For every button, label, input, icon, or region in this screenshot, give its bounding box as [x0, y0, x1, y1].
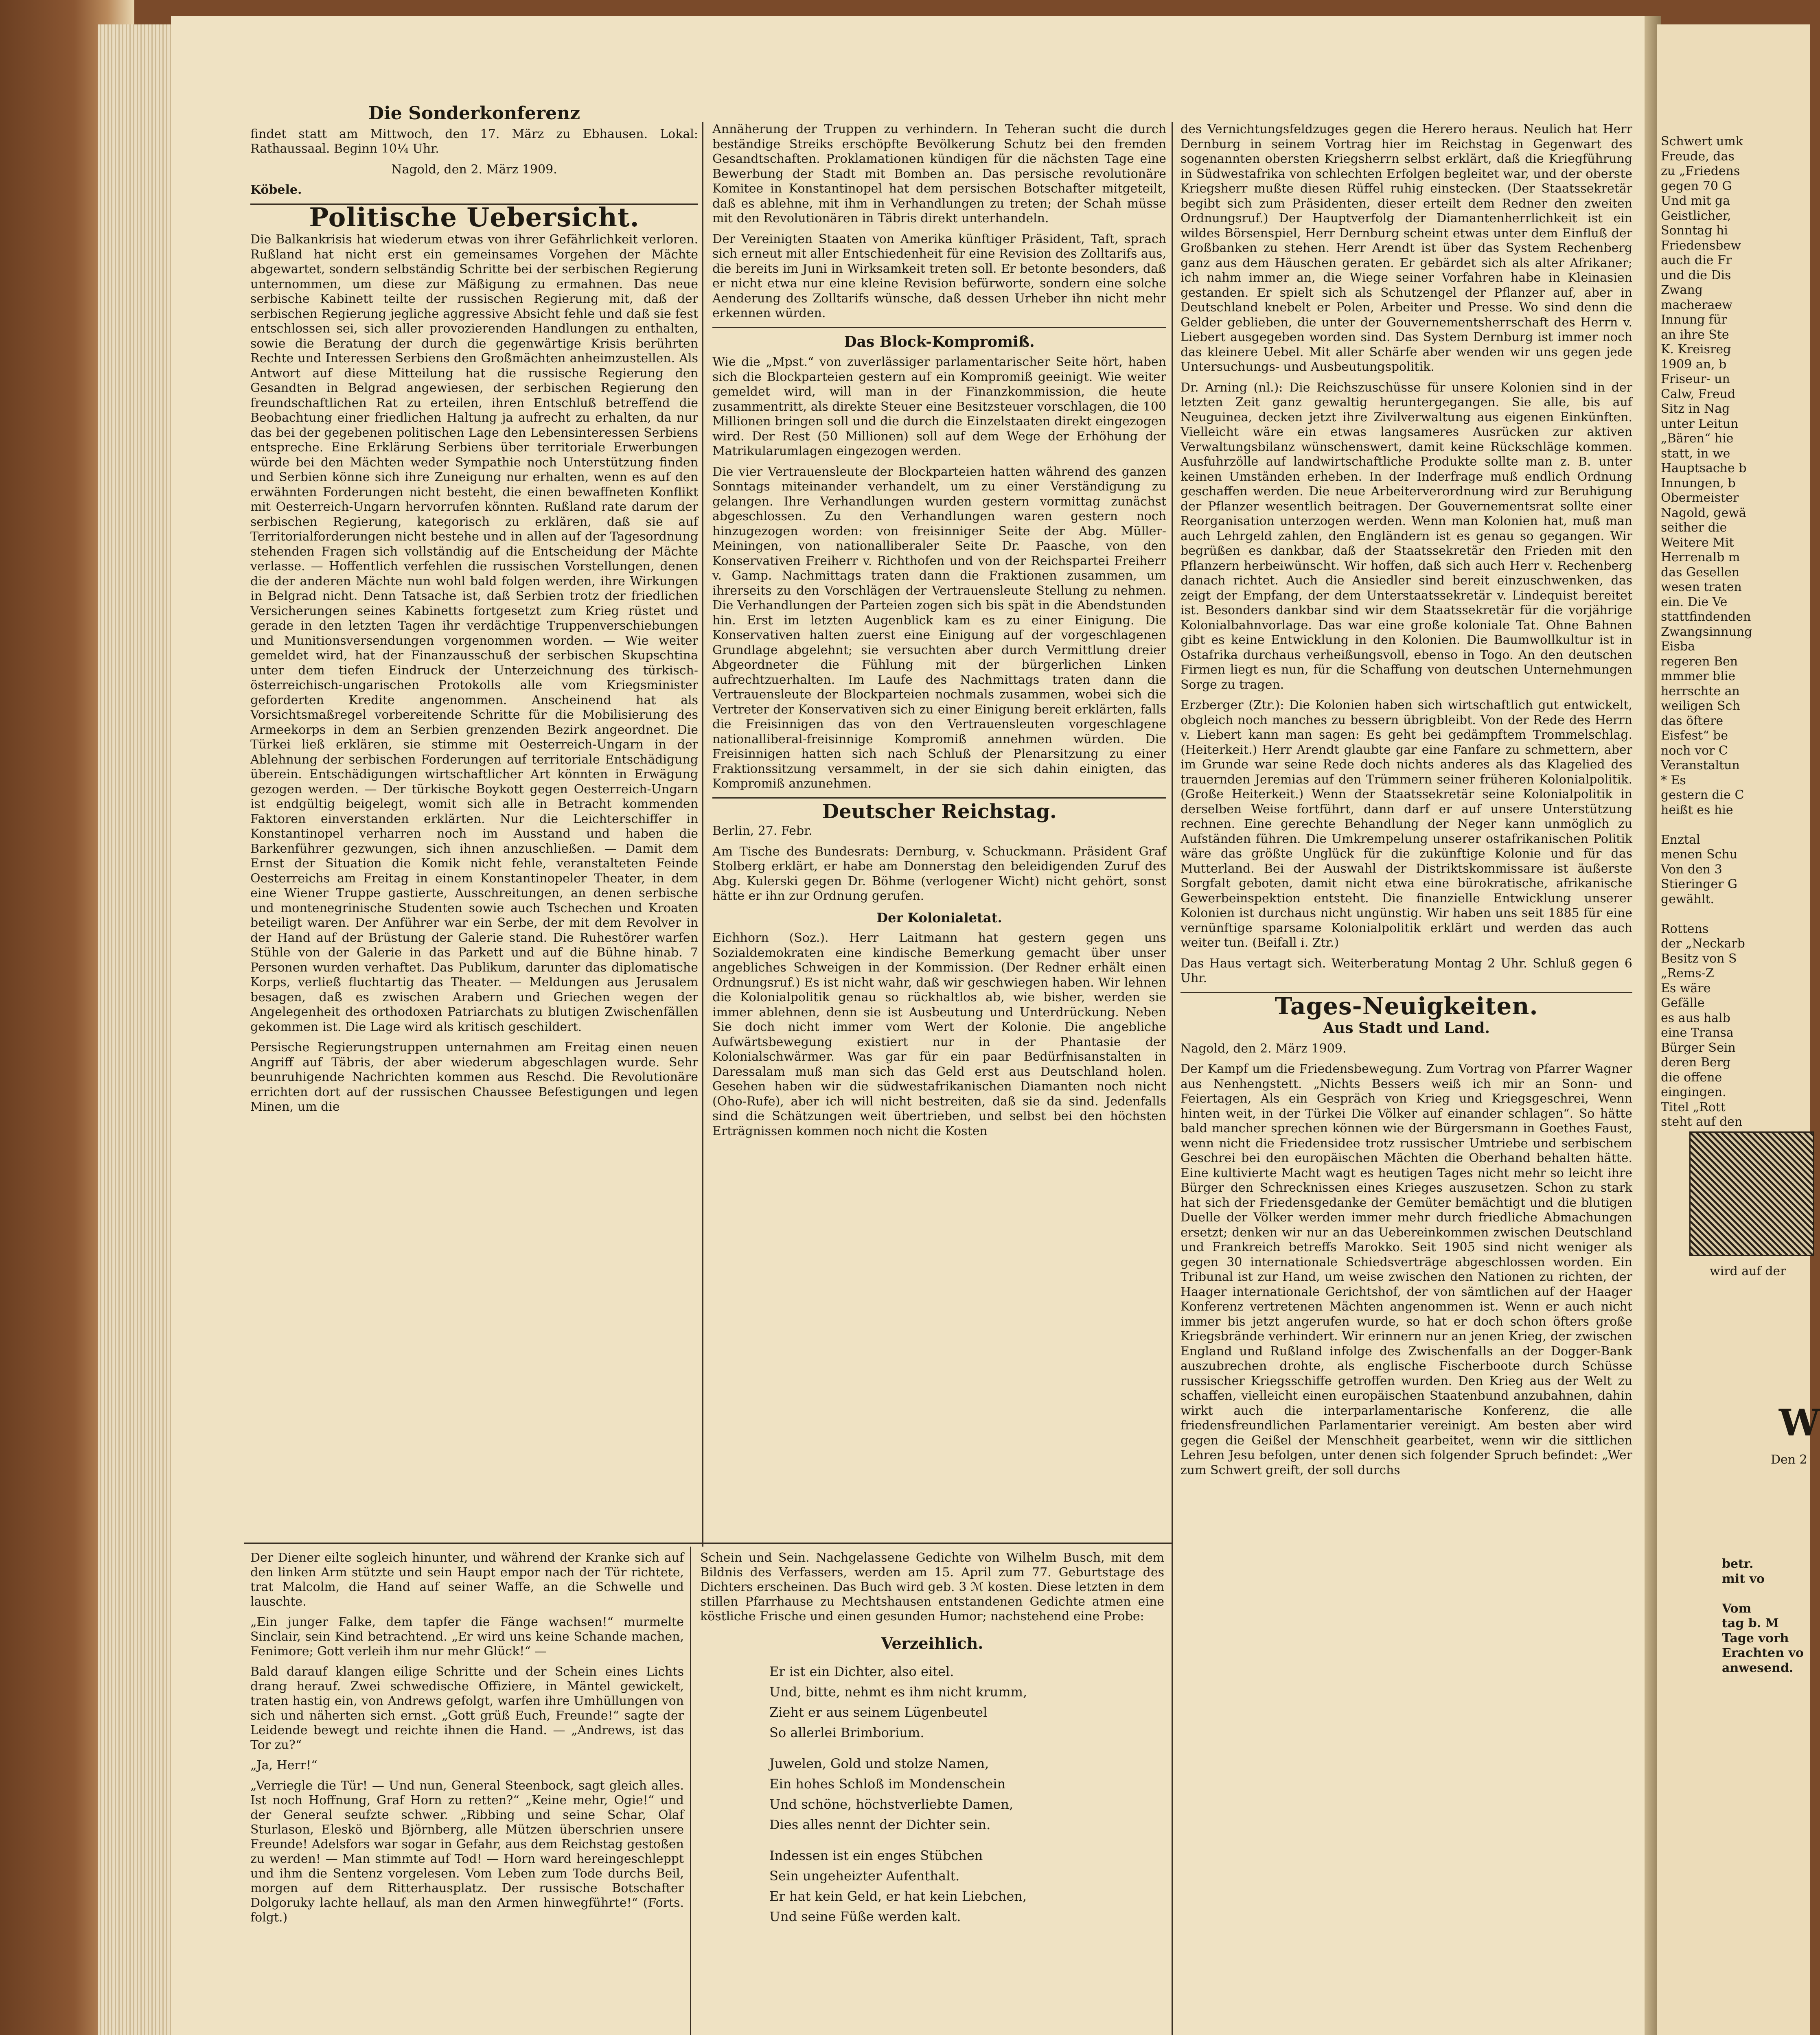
notice-fragment-line: betr. [1722, 1557, 1754, 1571]
poem-line: Juwelen, Gold und stolze Namen, [769, 1756, 989, 1771]
next-page-line: Sonntag hi [1661, 223, 1728, 238]
reichstag-dateline: Berlin, 27. Febr. [712, 824, 813, 838]
poem-line: Ein hohes Schloß im Mondenschein [769, 1776, 1006, 1792]
ad-big-letter: W [1779, 1401, 1820, 1444]
tages-subheadline: Aus Stadt und Land. [1323, 1020, 1490, 1037]
kolonial-headline: Der Kolonialetat. [876, 910, 1002, 926]
next-page-line: herrschte an [1661, 684, 1740, 698]
next-page-line: zu „Friedens [1661, 164, 1740, 178]
poem-line: Sein ungeheizter Aufenthalt. [769, 1868, 960, 1884]
colonial-paragraph-4: Das Haus vertagt sich. Weiterberatung Montag 2 Uhr. Schluß gegen 6 Uhr. [1180, 956, 1632, 985]
notice-fragment-line: Tage vorh [1722, 1631, 1789, 1646]
divider [712, 327, 1166, 328]
next-page-line: Herrenalb m [1661, 550, 1740, 565]
next-page-line: Calw, Freud [1661, 387, 1736, 401]
next-page-line: Titel „Rott [1661, 1100, 1726, 1114]
colonial-paragraph-2: Dr. Arning (nl.): Die Reichszuschüsse für unsere Kolonien sind in der letzten Zeit ganz gewaltig heruntergegangen. Sie alle, bis auf Neuguinea, decken jetzt ihre Zivilverwaltung aus eigenen Einkünften. Vielleicht wäre ein etwas langsameres Ausrücken zur aktiven Verwaltungsbilanz wünschenswert, damit keine Rückschläge kommen. Ausfuhrzölle auf landwirtschaftliche Produkte sollte man z. B. unter keinen Umständen erheben. In der Inderfrage muß endlich Ordnung geschaffen werden. Die neue Arbeiterverordnung wird zur Beruhigung der Pflanzer wesentlich beitragen. Der Gouvernementsrat sollte einer Reorganisation unterzogen werden. Wenn man Kolonien hat, muß man auch Lehrgeld zahlen, den Engländern ist es genau so gegangen. Wir begrüßen es dankbar, daß der Staatssekretär den Frieden mit den Pflanzern herbeiwünscht. Wir hoffen, daß sich auch Herr v. Rechenberg danach richtet. Auch die Ansiedler sind bereit einzuschwenken, das zeigt der Empfang, der dem Unterstaatssekretär v. Lindequist bereitet ist. Besonders dankbar sind wir dem Staatssekretär für die vorjährige Kolonialbahnvorlage. Das war eine große koloniale Tat. Ohne Bahnen gibt es keine Entwicklung in den Kolonien. Die Baumwollkultur ist in Ostafrika durchaus verheißungsvoll, ebenso in Togo. An den deutschen Firmen liegt es nun, für die Schaffung von deutschen Unternehmungen Sorge zu tragen. [1180, 380, 1632, 692]
next-page-line: K. Kreisreg [1661, 342, 1731, 357]
next-page-line: steht auf den [1661, 1115, 1743, 1129]
next-page-line: 1909 an, b [1661, 357, 1727, 372]
block-paragraph-2: Die vier Vertrauensleute der Blockparteien hatten während des ganzen Sonntags miteinander verhandelt, um zu einer Verständigung zu gelangen. Ihre Verhandlungen wurden gestern vormittag zunächst abgeschlossen. Zu den Verhandlungen waren gestern noch hinzugezogen worden: von freisinniger Seite der Abg. Müller-Meiningen, von nationalliberaler Seite Dr. Paasche, von den Konservativen Freiherr v. Richthofen und von der Reichspartei Freiherr v. Gamp. Nachmittags traten dann die Fraktionen zusammen, um ihrerseits zu den Vorschlägen der Vertrauensleute Stellung zu nehmen. Die Verhandlungen der Parteien zogen sich bis spät in die Abendstunden hin. Erst im letzten Augenblick kam es zu einer Einigung. Die Konservativen halten zuerst eine Einigung auf der vorgeschlagenen Grundlage abgelehnt; sie versuchten aber durch Vermittlung dreier Abgeordneter die Fühlung mit der bürgerlichen Linken aufrechtzuerhalten. Im Laufe des Nachmittags traten dann die Vertrauensleute der Blockparteien nochmals zusammen, wobei sich die Vertreter der Konservativen sich zu einer Einigung bereit erklärten, falls die Freisinnigen das von den Vertrauensleuten vorgeschlagene nationalliberal-freisinnige Kompromiß annehmen würden. Die Freisinnigen hatten sich nach Schluß der Plenarsitzung zu einer Fraktionssitzung versammelt, in der sie sich dahin einigten, das Kompromiß anzunehmen. [712, 464, 1166, 791]
next-page-line: Bürger Sein [1661, 1040, 1736, 1055]
column-reichstag [712, 122, 1166, 1543]
next-page-line: Schwert umk [1661, 134, 1743, 149]
notice-fragment-line: tag b. M [1722, 1616, 1779, 1630]
next-page-line: Rottens [1661, 921, 1709, 936]
story-paragraph-5: „Verriegle die Tür! — Und nun, General Steenbock, sagt gleich alles. Ist noch Hoffnung, Graf Horn zu retten?“ „Keine mehr, Ogie!“ und der General seufzte schwer. „Ribbing und seine Schar, Olaf Sturlason, Eleskö und Björnberg, alle Mützen überschrien unsere Freunde! Adelsfors war sogar in Gefahr, aus dem Reichstag gestoßen zu werden! — Man stimmte auf Tod! — Horn ward hereingeschleppt und ihm die Sentenz vorgelesen. Vom Leben zum Tode durchs Beil, morgen auf dem Ritterhausplatz. Der russische Botschafter Dolgoruky lachte hellauf, als man den Armen hinwegführte!“ (Forts. folgt.) [250, 1779, 684, 1925]
engraving-caption: wird auf der [1710, 1264, 1786, 1278]
next-page-line: Stieringer G [1661, 877, 1738, 891]
politics-paragraph-1: Die Balkankrisis hat wiederum etwas von ihrer Gefährlichkeit verloren. Rußland hat nicht erst ein gemeinsames Vorgehen der Mächte abgewartet, sondern selbständig Schritte bei der serbischen Regierung unternommen, um diese zur Mäßigung zu ermahnen. Das neue serbische Kabinett teilte der russischen Regierung mit, daß der serbischen Regierung jegliche aggressive Absicht fehle und daß sie fest entschlossen sei, sich aller provozierenden Handlungen zu enthalten, sowie die Beratung der durch die gegenwärtige Krisis berührten Rechte und Interessen Serbiens den Großmächten anheimzustellen. Als Antwort auf diese Mitteilung hat die russische Regierung den Gesandten in Belgrad angewiesen, der serbischen Regierung den freundschaftlichen Rat zu erteilen, ihren Entschluß betreffend die Beobachtung einer friedlichen Haltung ja aufrecht zu erhalten, da nur das bei der gegebenen politischen Lage den Lebensinteressen Serbiens entspreche. Eine Erklärung Serbiens über territoriale Erwerbungen würde bei den Mächten weder Sympathie noch Unterstützung finden und Serbien könne sich ihre Zuneigung nur erhalten, wenn es auf den erwähnten Forderungen nicht besteht, die einen bewaffneten Konflikt mit Oesterreich-Ungarn hervorrufen könnten. Rußland rate darum der serbischen Regierung, kategorisch zu erklären, daß sie auf Territorialforderungen nicht bestehe und in allen auf der Tagesordnung stehenden Fragen sich vollständig auf die Entscheidung der Mächte verlasse. — Hoffentlich verfehlen die russischen Vorstellungen, denen die der anderen Mächte nun wohl bald folgen werden, ihre Wirkungen in Belgrad nicht. Denn Tatsache ist, daß Serbien trotz der friedlichen Versicherungen seines Kabinetts fortgesetzt zum Krieg rüstet und gerade in den letzten Tagen ihr verdächtige Truppenverschiebungen und Munitionsversendungen vorgenommen worden. — Wie weiter gemeldet wird, hat der Finanzausschuß der serbischen Skupschtina unter dem tiefen Eindruck der Unterzeichnung des türkisch-österreichisch-ungarischen Protokolls alle vom Kriegsminister geforderten Kredite angenommen. Anscheinend hat als Vorsichtsmaßregel vorbereitende Schritte für die Mobilisierung des Armeekorps in dem an Serbien grenzenden Bezirk angeordnet. Die Türkei ließ erklären, sie stimme mit Oesterreich-Ungarn in der Ablehnung der serbischen Forderungen auf territoriale Entschädigung überein. Entschädigungen wirtschaftlicher Art könnten in Erwägung gezogen werden. — Der türkische Boykott gegen Oesterreich-Ungarn ist endgültig beigelegt, womit sich alle in Betracht kommenden Faktoren einverstanden erklärten. Nur die Leichterschiffer in Konstantinopel verharren noch im Ausstand und haben die Barkenführer gezwungen, sich ihnen anzuschließen. — Damit dem Ernst der Situation die Komik nicht fehle, veranstalteten Feinde Oesterreichs am Freitag in einem Konstantinopeler Theater, in dem eine Wiener Truppe gastierte, Ausschreitungen, an denen serbische und montenegrinische Studenten sowie auch Tschechen und Kroaten beteiligt waren. Der Anführer war ein Serbe, der mit dem Revolver in der Hand auf der Brüstung der Galerie stand. Die Ruhestörer warfen Stühle von der Galerie in das Parkett und auf die Bühne hinab. 7 Personen wurden verhaftet. Das Publikum, darunter das diplomatische Korps, verließ fluchtartig das Theater. — Meldungen aus Jerusalem besagen, daß es zwischen Arabern und Griechen wegen der Angelegenheit des orthodoxen Patriarchats zu blutigen Zwischenfällen gekommen ist. Die Lage wird als kritisch geschildert. [250, 232, 698, 1034]
next-page-line: Von den 3 [1661, 862, 1722, 877]
tages-dateline: Nagold, den 2. März 1909. [1180, 1041, 1347, 1056]
kolonial-paragraph: Eichhorn (Soz.). Herr Laitmann hat gestern gegen uns Sozialdemokraten eine kindische Bemerkung gemacht über unser angebliches Schweigen in der Kommission. (Der Redner erhält einen Ordnungsruf.) Es ist nicht wahr, daß wir geschwiegen haben. Wir lehnen die Kolonialpolitik genau so rückhaltlos ab, wie bisher, werden sie immer ablehnen, denn sie ist Ausbeutung und Unterdrückung. Neben Sie doch nicht immer vom Wert der Kolonie. Die angebliche Aufwärtsbewegung existiert nur in der Phantasie der Kolonialschwärmer. Was gar für ein paar Bedürfnisanstalten in Daressalam muß man sich das Geld erst aus Deutschland holen. Gesehen haben wir die südwestafrikanischen Diamanten noch nicht (Oho-Rufe), aber ich will nicht bestreiten, daß sie da sind. Jedenfalls sind die Schätzungen weit übertrieben, und selbst bei den höchsten Erträgnissen kommen noch nicht die Kosten [712, 931, 1166, 1138]
next-page-line: eine Transa [1661, 1026, 1734, 1040]
story-paragraph-3: Bald darauf klangen eilige Schritte und der Schein eines Lichts drang herauf. Zwei schwedische Offiziere, in Mäntel gewickelt, traten hastig ein, von Andrews gefolgt, warfen ihre Umhüllungen von sich und näherten sich ernst. „Gott grüß Euch, Freunde!“ sagte der Leidende bewegt und reichte ihnen die Hand. — „Andrews, ist das Tor zu?“ [250, 1665, 684, 1752]
next-page-line: Eisfest“ be [1661, 729, 1728, 743]
notice-signature: Köbele. [250, 183, 302, 197]
next-page-line: und die Dis [1661, 268, 1731, 282]
next-page-line: der „Neckarb [1661, 937, 1745, 951]
notice-fragment-line [1722, 1586, 1810, 1602]
next-page-line: das Gesellen [1661, 565, 1740, 580]
next-page-line: regeren Ben [1661, 654, 1738, 669]
tages-paragraph: Der Kampf um die Friedensbewegung. Zum Vortrag von Pfarrer Wagner aus Nenhengstett. „Nichts Bessers weiß ich mir an Sonn- und Feiertagen, Als ein Gespräch von Krieg und Kriegsgeschrei, Wenn hinten weit, in der Türkei Die Völker auf einander schlagen“. So hätte bald mancher sprechen können wie der Bürgersmann in Goethes Faust, wenn nicht die Friedensidee trotz russischer Umtriebe und serbischem Geschrei bei den europäischen Mächten die Oberhand behalten hätte. Eine kultivierte Macht wagt es heutigen Tages nicht mehr so leicht ihre Bürger den Schrecknissen eines Krieges auszusetzen. Schon zu stark hat sich der Friedensgedanke der Gemüter bemächtigt und die blutigen Duelle der Völker werden immer mehr durch friedliche Abmachungen ersetzt; denken wir nur an das Uebereinkommen zwischen Deutschland und Frankreich betreffs Marokko. Seit 1905 sind nicht weniger als gegen 30 internationale Schiedsverträge abgeschlossen worden. Ein Tribunal ist zur Hand, um weise zwischen den Nationen zu richten, der Haager internationale Gerichtshof, der von sämtlichen auf der Haager Konferenz vertretenen Mächten angenommen ist. Wenn er auch nicht immer bis jetzt angerufen wurde, so hat er doch schon öfters große Kriegsbrände verhindert. Wir erinnern nur an jenen Krieg, der zwischen England und Rußland infolge des Zwischenfalls an der Dogger-Bank auszubrechen drohte, als englische Fischerboote durch Schüsse russischer Kriegsschiffe getroffen wurden. Den Krieg aus der Welt zu schaffen, vielleicht einen europäischen Staatenbund anzubahnen, dahin wirkt auch die interparlamentarische Konferenz, die alle friedensfreundlichen Parlamentarier vereinigt. Am besten aber wird gegen die Geißel der Menschheit gearbeitet, wenn wir die sittlichen Lehren Jesu befolgen, unter denen sich folgender Spruch befindet: „Wer zum Schwert greift, der soll durchs [1180, 1062, 1632, 1477]
next-page-line: Freude, das [1661, 149, 1735, 164]
story-paragraph-1: Der Diener eilte sogleich hinunter, und während der Kranke sich auf den linken Arm stützte und sein Haupt empor nach der Tür richtete, trat Malcolm, die Hand auf seiner Waffe, an die Schwelle und lauschte. [250, 1551, 684, 1609]
reichstag-headline: Deutscher Reichstag. [822, 800, 1057, 823]
column-rule-2 [1172, 122, 1173, 2035]
reichstag-intro: Am Tische des Bundesrats: Dernburg, v. Schuckmann. Präsident Graf Stolberg erklärt, er habe am Donnerstag den beleidigenden Zuruf des Abg. Kulerski gegen Dr. Böhme (verlogener Wicht) nicht gehört, sonst hätte er ihn zur Ordnung gerufen. [712, 844, 1166, 903]
next-page-line: Besitz von S [1661, 951, 1737, 966]
next-page-line: seither die [1661, 521, 1727, 535]
poem-line: Und, bitte, nehmt es ihm nicht krumm, [769, 1684, 1027, 1700]
next-page-line: heißt es hie [1661, 803, 1733, 817]
usa-paragraph: Der Vereinigten Staaten von Amerika künftiger Präsident, Taft, sprach sich erneut mit aller Entschiedenheit für eine Revision des Zolltarifs aus, die bereits im Juni in Wirksamkeit treten soll. Er betonte besonders, daß er nicht etwa nur eine kleine Revision befürworte, sondern eine solche Aenderung des Zolltarifs wünsche, daß dessen Urheber ihn nicht mehr erkennen würden. [712, 232, 1166, 320]
next-page-line: Veranstaltun [1661, 758, 1740, 772]
next-page-line [1661, 818, 1810, 833]
next-page-line: deren Berg [1661, 1055, 1731, 1070]
next-page-line: das öftere [1661, 713, 1724, 728]
politics-paragraph-2: Persische Regierungstruppen unternahmen am Freitag einen neuen Angriff auf Täbris, der aber wiederum abgeschlagen wurde. Sehr beunruhigende Nachrichten kommen aus Reschd. Die Revolutionäre errichten dort auf der russischen Chaussee Befestigungen und legen Minen, um die [250, 1040, 698, 1114]
next-page-line: Enztal [1661, 832, 1700, 847]
next-page-column [1661, 134, 1810, 1130]
poem-line: Zieht er aus seinem Lügenbeutel [769, 1705, 988, 1720]
next-page-line: Zwangsinnung [1661, 624, 1752, 639]
politics-headline: Politische Uebersicht. [309, 202, 640, 233]
next-page-line: Gefälle [1661, 996, 1705, 1010]
next-page-line: Innung für [1661, 313, 1727, 327]
poem-title: Verzeihlich. [881, 1634, 983, 1652]
poem-stanza-2 [769, 1753, 1164, 1835]
next-page-line: Friseur- un [1661, 372, 1730, 386]
next-page-line: noch vor C [1661, 743, 1728, 758]
poem-intro: Schein und Sein. Nachgelassene Gedichte von Wilhelm Busch, mit dem Bildnis des Verfassers, werden am 15. April zum 77. Geburtstage des Dichters erscheinen. Das Buch wird geb. 3 ℳ kosten. Diese letzten in dem stillen Pfarrhause zu Mechtshausen entstandenen Gedichte atmen eine köstliche Frische und einen gesunden Humor; nachstehend eine Probe: [700, 1551, 1164, 1624]
next-page-line: Eisba [1661, 639, 1695, 654]
next-page-line: „Bären“ hie [1661, 431, 1734, 446]
column-politics [250, 100, 698, 1540]
notice-text: findet statt am Mittwoch, den 17. März zu Ebhausen. Lokal: Rathaussaal. Beginn 10¼ Uhr. [250, 127, 698, 156]
next-page-line: Zwang [1661, 283, 1703, 297]
notice-fragment-line: anwesend. [1722, 1661, 1794, 1675]
column-rule-3 [690, 1547, 691, 2035]
colonial-paragraph-3: Erzberger (Ztr.): Die Kolonien haben sich wirtschaftlich gut entwickelt, obgleich noch manches zu bessern übrigbleibt. Von der Rede des Herrn v. Liebert kann man sagen: Es geht bei gedämpftem Trommelschlag. (Heiterkeit.) Herr Arendt glaubte gar eine Fanfare zu schmettern, aber im Grunde war seine Rede doch nichts anderes als das Klagelied des trauernden Jeremias auf den Trümmern seiner früheren Kolonialpolitik. (Große Heiterkeit.) Wenn der Staatssekretär seine Kolonialpolitik in derselben Weise fortführt, dann darf er auf unsere Unterstützung rechnen. Eine gerechte Behandlung der Neger kann unmöglich zu Aufständen führen. Die Umkrempelung unserer ostafrikanischen Politik wäre das größte Unglück für die zukünftige Kolonie und für das Mutterland. Bei der Auswahl der Distriktskommissare ist äußerste Sorgfalt geboten, damit nicht etwa eine bürokratische, afrikanische Gewerbeinspektion entsteht. Die finanzielle Entwicklung unserer Kolonien ist durchaus nicht ungünstig. Wir haben uns seit 1885 für eine vernünftige sparsame Kolonialpolitik erklärt und werden das auch weiter tun. (Beifall i. Ztr.) [1180, 698, 1632, 950]
persia-paragraph: Annäherung der Truppen zu verhindern. In Teheran sucht die durch beständige Streiks erschöpfte Bevölkerung Schutz bei den fremden Gesandtschaften. Proklamationen kündigen für die nächsten Tage eine Bewerbung der Stadt mit Bomben an. Das persische revolutionäre Komitee in Konstantinopel hat dem persischen Botschafter mitgeteilt, daß es ablehne, mit ihm in Verhandlungen zu treten; der Schah müsse mit den Revolutionären in Täbris direkt unterhandeln. [712, 122, 1166, 225]
next-page-line: Und mit ga [1661, 194, 1730, 208]
next-page-line: macheraew [1661, 298, 1732, 312]
next-page-line: die offene [1661, 1070, 1722, 1085]
poem-line: Und seine Füße werden kalt. [769, 1909, 961, 1924]
next-page-line: statt, in we [1661, 446, 1730, 461]
poem-section [700, 1551, 1164, 2035]
next-page-line [1661, 907, 1810, 922]
next-page-line: auch die Fr [1661, 253, 1732, 267]
notice-fragment-line: Vom [1722, 1601, 1752, 1616]
next-page-line: Obermeister [1661, 491, 1739, 505]
poem-line: So allerlei Brimborium. [769, 1725, 924, 1740]
notice-title: Die Sonderkonferenz [368, 103, 580, 124]
poem-line: Er ist ein Dichter, also eitel. [769, 1664, 954, 1679]
next-page-line: mmmer blie [1661, 669, 1736, 683]
story-paragraph-4: „Ja, Herr!“ [250, 1758, 318, 1772]
feuilleton-rule [244, 1543, 1172, 1544]
block-paragraph-1: Wie die „Mpst.“ von zuverlässiger parlamentarischer Seite hört, haben sich die Blockparteien gestern auf ein Kompromiß geeinigt. Wie weiter gemeldet wird, will man in der Finanzkommission, die heute zusammentritt, als direkte Steuer eine Besitzsteuer vorschlagen, die 100 Millionen bringen soll und die durch die Einzelstaaten direkt eingezogen wird. Der Rest (50 Millionen) soll auf dem Wege der Erhöhung der Matrikularumlagen eingezogen werden. [712, 355, 1166, 458]
newspaper-page [171, 16, 1653, 2035]
notice-date: Nagold, den 2. März 1909. [391, 162, 557, 177]
next-page-line: Innungen, b [1661, 476, 1736, 490]
next-page-line: Weitere Mit [1661, 535, 1734, 550]
next-page-line: unter Leitun [1661, 416, 1739, 431]
poem-stanza-1 [769, 1661, 1164, 1743]
next-page-lower [1661, 1123, 1820, 1676]
next-page-fragment [1657, 24, 1820, 2035]
tages-headline: Tages-Neuigkeiten. [1275, 992, 1538, 1020]
poem-line: Und schöne, höchstverliebte Damen, [769, 1796, 1013, 1812]
next-page-line: Nagold, gewä [1661, 505, 1746, 520]
notice-fragment-line: Erachten vo [1722, 1646, 1804, 1660]
next-page-line: Es wäre [1661, 981, 1711, 996]
next-page-line: an ihre Ste [1661, 327, 1729, 342]
next-page-line: weiligen Sch [1661, 699, 1740, 713]
colonial-paragraph-1: des Vernichtungsfeldzuges gegen die Herero heraus. Neulich hat Herr Dernburg in seinem Vortrag hier im Reichstag in Gegenwart des sogenannten obersten Kriegsherrn selbst erklärt, daß die Kriegführung in Südwestafrika von schlechten Erfolgen begleitet war, und der oberste Kriegsherr mußte diesen Rüffel ruhig einstecken. (Der Staatssekretär begibt sich zum Präsidenten, dieser erteilt dem Redner den zweiten Ordnungsruf.) Der Hauptverfolg der Diamantenherrlichkeit ist ein wildes Börsenspiel, Herr Dernburg scheint etwas unter dem Einfluß der Großbanken zu stehen. Herr Arendt ist über das System Rechenberg ganz aus dem Häuschen geraten. Er gebärdet sich als alter Afrikaner; ich nahm immer an, die Wiege seiner Vorfahren habe in Kleinasien gestanden. Er spielt sich als Schutzengel der Pflanzer auf, aber in Deutschland knebelt er Polen, Arbeiter und Presse. Wo sind denn die Gelder geblieben, die unter der Gouvernementsherrschaft des Herrn v. Liebert ausgegeben worden sind. Das System Dernburg ist immer noch das kleinere Uebel. Mit aller Schärfe aber wenden wir uns gegen jede Untersuchungs- und Ausbeutungspolitik. [1180, 122, 1632, 374]
ad-date-fragment: Den 2 [1771, 1452, 1807, 1467]
poem-line: Dies alles nennt der Dichter sein. [769, 1817, 991, 1832]
poem-line: Er hat kein Geld, er hat kein Liebchen, [769, 1888, 1027, 1904]
next-page-line: gegen 70 G [1661, 179, 1732, 193]
next-page-line: * Es [1661, 773, 1686, 788]
next-page-line: Hauptsache b [1661, 461, 1747, 475]
next-page-line: Sitz in Nag [1661, 402, 1730, 416]
notice-fragment-line: mit vo [1722, 1571, 1765, 1586]
engraving-image [1689, 1131, 1814, 1256]
column-colonial-news [1180, 122, 1632, 2035]
next-page-line: menen Schu [1661, 847, 1738, 862]
divider [712, 797, 1166, 799]
notice-fragment [1722, 1557, 1810, 1676]
next-page-line: ein. Die Ve [1661, 595, 1728, 609]
next-page-line: gestern die C [1661, 788, 1744, 802]
next-page-line: „Rems-Z [1661, 966, 1714, 980]
feuilleton-story [250, 1551, 684, 2035]
next-page-line: Friedensbew [1661, 238, 1741, 253]
page-edges [98, 24, 175, 2035]
poem-line: Indessen ist ein enges Stübchen [769, 1848, 983, 1863]
next-page-line: Geistlicher, [1661, 208, 1731, 223]
next-page-line: es aus halb [1661, 1011, 1730, 1025]
next-page-line: stattfindenden [1661, 610, 1751, 624]
column-rule-1 [702, 122, 703, 1547]
poem-stanza-3 [769, 1845, 1164, 1927]
next-page-line: gewählt. [1661, 892, 1715, 906]
story-paragraph-2: „Ein junger Falke, dem tapfer die Fänge wachsen!“ murmelte Sinclair, sein Kind betrachtend. „Er wird uns keine Schande machen, Fenimore; Gott verleih ihm nur mehr Glück!“ — [250, 1615, 684, 1659]
next-page-line: eingingen. [1661, 1085, 1726, 1099]
next-page-line: wesen traten [1661, 580, 1742, 594]
block-headline: Das Block-Kompromiß. [844, 333, 1035, 350]
